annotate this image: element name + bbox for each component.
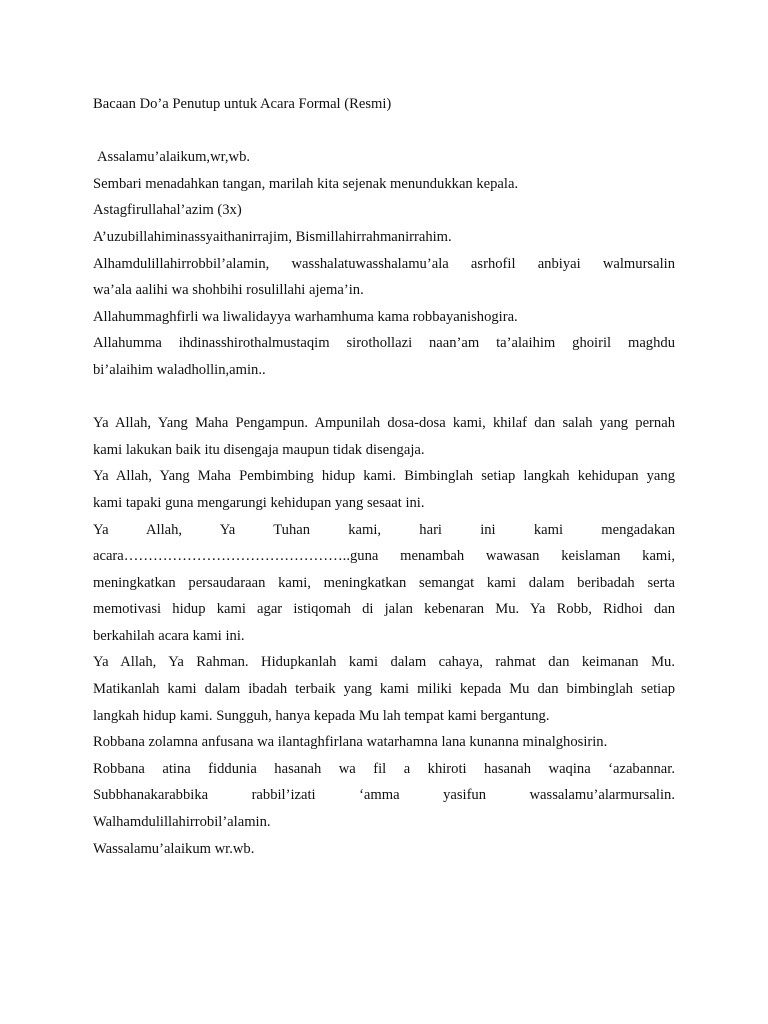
fatihah-line-2: bi’alaihim waladhollin,amin..: [93, 361, 266, 378]
paragraph-3-line-5: berkahilah acara kami ini.: [93, 627, 245, 644]
robbana-prayer-2-line-2: Subbhanakarabbika rabbil’izati ‘amma yasifun wassalamu’alarmursalin.: [93, 787, 675, 804]
paragraph-4-line-2: Matikanlah kami dalam ibadah terbaik yang kami miliki kepada Mu dan bimbinglah setiap: [93, 681, 675, 698]
paragraph-3-line-1: Ya Allah, Ya Tuhan kami, hari ini kami mengadakan: [93, 521, 675, 538]
hamdalah-line-2: wa’ala aalihi wa shohbihi rosulillahi ajema’in.: [93, 282, 364, 299]
robbana-prayer-2-line-1: Robbana atina fiddunia hasanah wa fil a khiroti hasanah waqina ‘azabannar.: [93, 760, 675, 777]
paragraph-4-line-3: langkah hidup kami. Sungguh, hanya kepada Mu lah tempat kami bergantung.: [93, 707, 550, 724]
paragraph-2-line-1: Ya Allah, Yang Maha Pembimbing hidup kami. Bimbinglah setiap langkah kehidupan yang: [93, 468, 675, 485]
hamdalah-line-1: Alhamdulillahirrobbil’alamin, wasshalatuwasshalamu’ala asrhofil anbiyai walmursalin: [93, 255, 675, 272]
salam-closing: Wassalamu’alaikum wr.wb.: [93, 840, 255, 857]
taawudz-line: A’uzubillahiminassyaithanirrajim, Bismillahirrahmanirrahim.: [93, 228, 452, 245]
paragraph-2-line-2: kami tapaki guna mengarungi kehidupan yang sesaat ini.: [93, 494, 425, 511]
invitation-line: Sembari menadahkan tangan, marilah kita sejenak menundukkan kepala.: [93, 175, 519, 192]
document-page: [93, 91, 675, 862]
paragraph-4-line-1: Ya Allah, Ya Rahman. Hidupkanlah kami dalam cahaya, rahmat dan keimanan Mu.: [93, 654, 675, 671]
istighfar-line: Astagfirullahal’azim (3x): [93, 202, 242, 219]
fatihah-line-1: Allahumma ihdinasshirothalmustaqim sirothollazi naan’am ta’alaihim ghoiril maghdu: [93, 335, 675, 352]
paragraph-gap: [93, 384, 675, 411]
forgiveness-prayer: Allahummaghfirli wa liwalidayya warhamhuma kama robbayanishogira.: [93, 308, 518, 325]
paragraph-3-line-3: meningkatkan persaudaraan kami, meningkatkan semangat kami dalam beribadah serta: [93, 574, 675, 591]
paragraph-3-line-4: memotivasi hidup kami agar istiqomah di jalan kebenaran Mu. Ya Robb, Ridhoi dan: [93, 601, 675, 618]
hamdalah-closing: Walhamdulillahirrobil’alamin.: [93, 814, 271, 831]
paragraph-3-line-2: acara………………………………………..guna menambah wawasan keislaman kami,: [93, 548, 675, 565]
paragraph-1-line-1: Ya Allah, Yang Maha Pengampun. Ampunilah dosa-dosa kami, khilaf dan salah yang pernah: [93, 415, 675, 432]
salam-opening: Assalamu’alaikum,wr,wb.: [97, 149, 251, 166]
paragraph-1-line-2: kami lakukan baik itu disengaja maupun tidak disengaja.: [93, 441, 425, 458]
document-title: Bacaan Do’a Penutup untuk Acara Formal (Resmi): [93, 96, 392, 112]
robbana-prayer-1: Robbana zolamna anfusana wa ilantaghfirlana watarhamna lana kunanna minalghosirin.: [93, 734, 608, 751]
